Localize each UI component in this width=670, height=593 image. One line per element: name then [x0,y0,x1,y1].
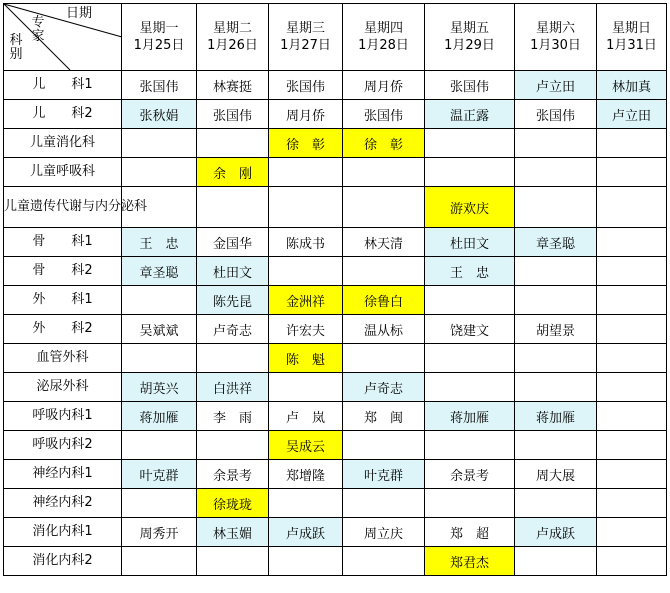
doctor-cell: 杜田文 [197,257,269,286]
weekday-label: 星期五 [449,21,489,36]
schedule-row [4,344,667,373]
schedule-row [4,100,667,129]
doctor-cell: 饶建文 [425,315,515,344]
schedule-row [4,286,667,315]
schedule-row [4,489,667,518]
doctor-cell: 吴斌斌 [122,315,197,344]
doctor-cell [197,129,269,158]
doctor-cell [515,373,597,402]
doctor-cell [597,373,667,402]
doctor-cell [597,158,667,187]
doctor-cell: 章圣聪 [122,257,197,286]
doctor-cell: 张秋娟 [122,100,197,129]
doctor-cell: 张国伟 [515,100,597,129]
doctor-cell: 余景考 [197,460,269,489]
doctor-cell [122,431,197,460]
doctor-cell [343,158,425,187]
corner-expert-label: 专家 [31,15,45,44]
doctor-cell [597,547,667,576]
schedule-row [4,373,667,402]
doctor-cell [597,460,667,489]
doctor-cell: 蒋加雁 [515,402,597,431]
doctor-cell [597,344,667,373]
doctor-cell: 温从标 [343,315,425,344]
department-cell: 泌尿外科 [4,373,122,402]
department-cell: 呼吸内科2 [4,431,122,460]
doctor-cell [425,286,515,315]
doctor-cell: 金洲祥 [269,286,343,315]
doctor-cell: 蒋加雁 [122,402,197,431]
department-cell: 血管外科 [4,344,122,373]
doctor-cell [269,547,343,576]
weekday-label: 星期四 [363,21,403,36]
weekday-label: 星期日 [611,21,651,36]
department-cell: 外 科1 [4,286,122,315]
doctor-cell: 卢 岚 [269,402,343,431]
doctor-cell [515,344,597,373]
doctor-cell: 周秀开 [122,518,197,547]
doctor-cell [269,373,343,402]
schedule-row [4,315,667,344]
doctor-cell [122,129,197,158]
schedule-row [4,228,667,257]
doctor-cell: 张国伟 [122,71,197,100]
corner-header-cell [4,4,122,71]
schedule-container [3,3,667,576]
doctor-cell: 卢奇志 [343,373,425,402]
doctor-cell [269,489,343,518]
doctor-cell [597,286,667,315]
date-label: 1月27日 [280,38,331,53]
doctor-cell: 金国华 [197,228,269,257]
date-label: 1月28日 [358,38,409,53]
date-label: 1月25日 [133,38,185,53]
doctor-cell: 郑 超 [425,518,515,547]
doctor-cell [269,187,343,228]
doctor-cell: 卢奇志 [197,315,269,344]
day-header-1 [122,4,197,71]
doctor-cell: 陈 魁 [269,344,343,373]
doctor-cell: 卢立田 [597,100,667,129]
doctor-cell [515,489,597,518]
doctor-cell: 徐 彰 [343,129,425,158]
weekday-label: 星期一 [139,21,179,36]
doctor-cell [343,547,425,576]
doctor-cell: 林赛挺 [197,71,269,100]
doctor-cell: 郑君杰 [425,547,515,576]
doctor-cell [343,431,425,460]
doctor-cell [343,344,425,373]
weekday-label: 星期六 [535,21,575,36]
schedule-row [4,257,667,286]
day-header-7 [597,4,667,71]
schedule-row [4,158,667,187]
doctor-cell [515,187,597,228]
department-cell: 儿童消化科 [4,129,122,158]
doctor-cell: 林玉媚 [197,518,269,547]
doctor-cell: 周大展 [515,460,597,489]
doctor-cell [122,158,197,187]
doctor-cell: 张国伟 [425,71,515,100]
doctor-cell: 白洪祥 [197,373,269,402]
doctor-cell [515,547,597,576]
doctor-cell: 胡英兴 [122,373,197,402]
doctor-cell: 林加真 [597,71,667,100]
doctor-cell [597,257,667,286]
doctor-cell [515,286,597,315]
doctor-cell [597,187,667,228]
department-cell: 儿童呼吸科 [4,158,122,187]
doctor-cell [515,257,597,286]
doctor-cell: 吴成云 [269,431,343,460]
doctor-cell: 周月侨 [269,100,343,129]
corner-dept-label: 科别 [9,33,23,62]
doctor-cell [425,373,515,402]
department-cell: 骨 科1 [4,228,122,257]
doctor-cell [425,489,515,518]
schedule-row [4,129,667,158]
doctor-cell [597,431,667,460]
schedule-row [4,460,667,489]
day-header-3 [269,4,343,71]
doctor-cell [515,158,597,187]
doctor-cell: 卢成跃 [269,518,343,547]
doctor-cell [269,257,343,286]
doctor-cell: 张国伟 [269,71,343,100]
doctor-cell [343,489,425,518]
schedule-row [4,431,667,460]
doctor-cell [197,344,269,373]
doctor-cell [122,489,197,518]
doctor-cell [122,344,197,373]
date-label: 1月31日 [606,38,657,53]
doctor-cell [597,315,667,344]
doctor-cell [597,228,667,257]
doctor-cell: 余 刚 [197,158,269,187]
department-cell: 消化内科1 [4,518,122,547]
doctor-cell: 卢成跃 [515,518,597,547]
day-header-5 [425,4,515,71]
doctor-cell [597,402,667,431]
department-cell: 儿 科2 [4,100,122,129]
doctor-cell: 王 忠 [425,257,515,286]
schedule-body [4,4,667,576]
doctor-cell: 林天清 [343,228,425,257]
department-cell: 骨 科2 [4,257,122,286]
doctor-cell: 蒋加雁 [425,402,515,431]
doctor-cell: 许宏夫 [269,315,343,344]
doctor-cell: 章圣聪 [515,228,597,257]
date-label: 1月26日 [207,38,258,53]
doctor-cell [425,158,515,187]
doctor-cell: 叶克群 [343,460,425,489]
doctor-cell: 陈先昆 [197,286,269,315]
doctor-cell: 余景考 [425,460,515,489]
doctor-cell: 徐珑珑 [197,489,269,518]
expert-schedule-table [3,3,667,576]
department-cell: 消化内科2 [4,547,122,576]
doctor-cell [269,158,343,187]
doctor-cell [425,344,515,373]
doctor-cell [197,431,269,460]
doctor-cell: 郑增隆 [269,460,343,489]
schedule-row [4,71,667,100]
corner-date-label: 日期 [66,6,93,21]
department-cell: 神经内科1 [4,460,122,489]
doctor-cell: 卢立田 [515,71,597,100]
doctor-cell: 李 雨 [197,402,269,431]
doctor-cell [597,489,667,518]
day-header-2 [197,4,269,71]
department-cell: 神经内科2 [4,489,122,518]
doctor-cell [122,547,197,576]
schedule-row [4,518,667,547]
day-header-4 [343,4,425,71]
department-cell: 儿童遗传代谢与内分泌科 [4,187,122,228]
weekday-label: 星期三 [285,21,325,36]
schedule-row [4,402,667,431]
doctor-cell [197,547,269,576]
doctor-cell: 杜田文 [425,228,515,257]
doctor-cell: 周立庆 [343,518,425,547]
department-cell: 儿 科1 [4,71,122,100]
doctor-cell: 温正露 [425,100,515,129]
doctor-cell [197,187,269,228]
date-label: 1月29日 [444,38,495,53]
doctor-cell: 周月侨 [343,71,425,100]
date-label: 1月30日 [530,38,581,53]
weekday-label: 星期二 [212,21,252,36]
doctor-cell [515,431,597,460]
schedule-row [4,187,667,228]
doctor-cell: 王 忠 [122,228,197,257]
doctor-cell [515,129,597,158]
schedule-row [4,547,667,576]
doctor-cell: 游欢庆 [425,187,515,228]
doctor-cell [122,286,197,315]
doctor-cell [343,187,425,228]
department-cell: 外 科2 [4,315,122,344]
doctor-cell [597,518,667,547]
header-row [4,4,667,71]
doctor-cell [343,257,425,286]
doctor-cell [597,129,667,158]
department-cell: 呼吸内科1 [4,402,122,431]
day-header-6 [515,4,597,71]
doctor-cell: 徐 彰 [269,129,343,158]
doctor-cell: 叶克群 [122,460,197,489]
doctor-cell: 张国伟 [343,100,425,129]
doctor-cell: 徐鲁白 [343,286,425,315]
doctor-cell: 陈成书 [269,228,343,257]
doctor-cell: 张国伟 [197,100,269,129]
doctor-cell: 郑 闽 [343,402,425,431]
doctor-cell [425,129,515,158]
doctor-cell: 胡望景 [515,315,597,344]
doctor-cell [425,431,515,460]
